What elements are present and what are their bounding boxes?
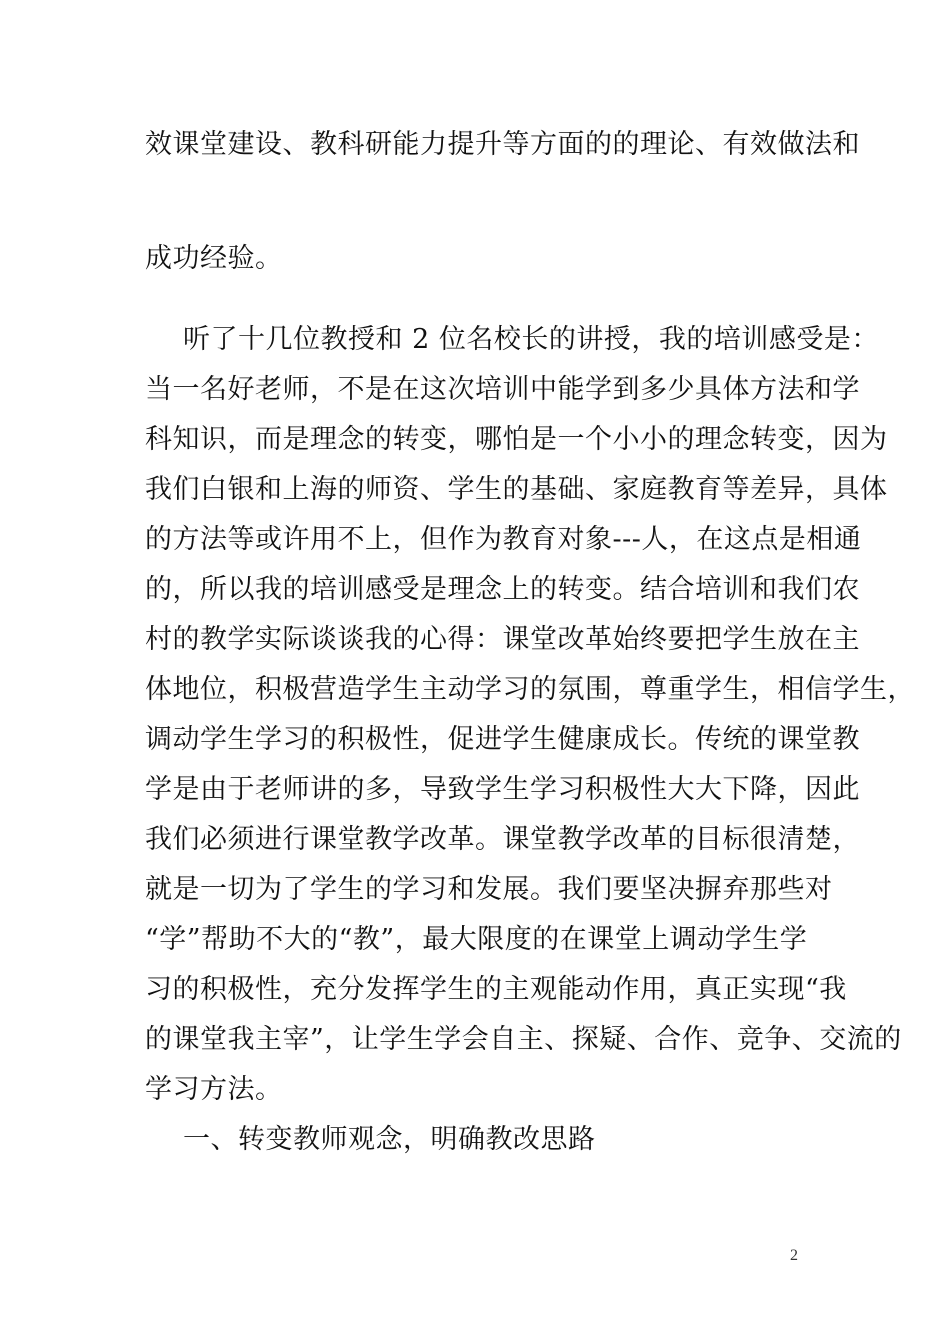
section-heading: 一、转变教师观念，明确教改思路	[183, 1124, 596, 1155]
text-line: 学习方法。	[145, 1074, 283, 1105]
text-line: 效课堂建设、教科研能力提升等方面的的理论、有效做法和	[145, 129, 860, 160]
text-line: 的，所以我的培训感受是理念上的转变。结合培训和我们农	[145, 574, 860, 605]
text-line: 我们白银和上海的师资、学生的基础、家庭教育等差异，具体	[145, 474, 888, 505]
text-line: 村的教学实际谈谈我的心得：课堂改革始终要把学生放在主	[145, 624, 860, 655]
text-line: 我们必须进行课堂教学改革。课堂教学改革的目标很清楚，	[145, 824, 860, 855]
page-number: 2	[790, 1247, 798, 1264]
text-line: 当一名好老师，不是在这次培训中能学到多少具体方法和学	[145, 374, 860, 405]
text-line: “学”帮助不大的“教”，最大限度的在课堂上调动学生学	[145, 924, 808, 955]
text-line: 学是由于老师讲的多，导致学生学习积极性大大下降，因此	[145, 774, 860, 805]
text-line: 就是一切为了学生的学习和发展。我们要坚决摒弃那些对	[145, 874, 833, 905]
paragraph-first-line: 听了十几位教授和 2 位名校长的讲授，我的培训感受是：	[183, 324, 879, 355]
text-line: 成功经验。	[145, 243, 283, 274]
text-line: 体地位，积极营造学生主动学习的氛围，尊重学生，相信学生，	[145, 674, 915, 705]
text-line: 的方法等或许用不上，但作为教育对象---人，在这点是相通	[145, 524, 862, 555]
text-line: 科知识，而是理念的转变，哪怕是一个小小的理念转变，因为	[145, 424, 888, 455]
text-line: 习的积极性，充分发挥学生的主观能动作用，真正实现“我	[145, 974, 847, 1005]
text-line: 的课堂我主宰”，让学生学会自主、探疑、合作、竞争、交流的	[145, 1024, 902, 1055]
text-line: 调动学生学习的积极性，促进学生健康成长。传统的课堂教	[145, 724, 860, 755]
